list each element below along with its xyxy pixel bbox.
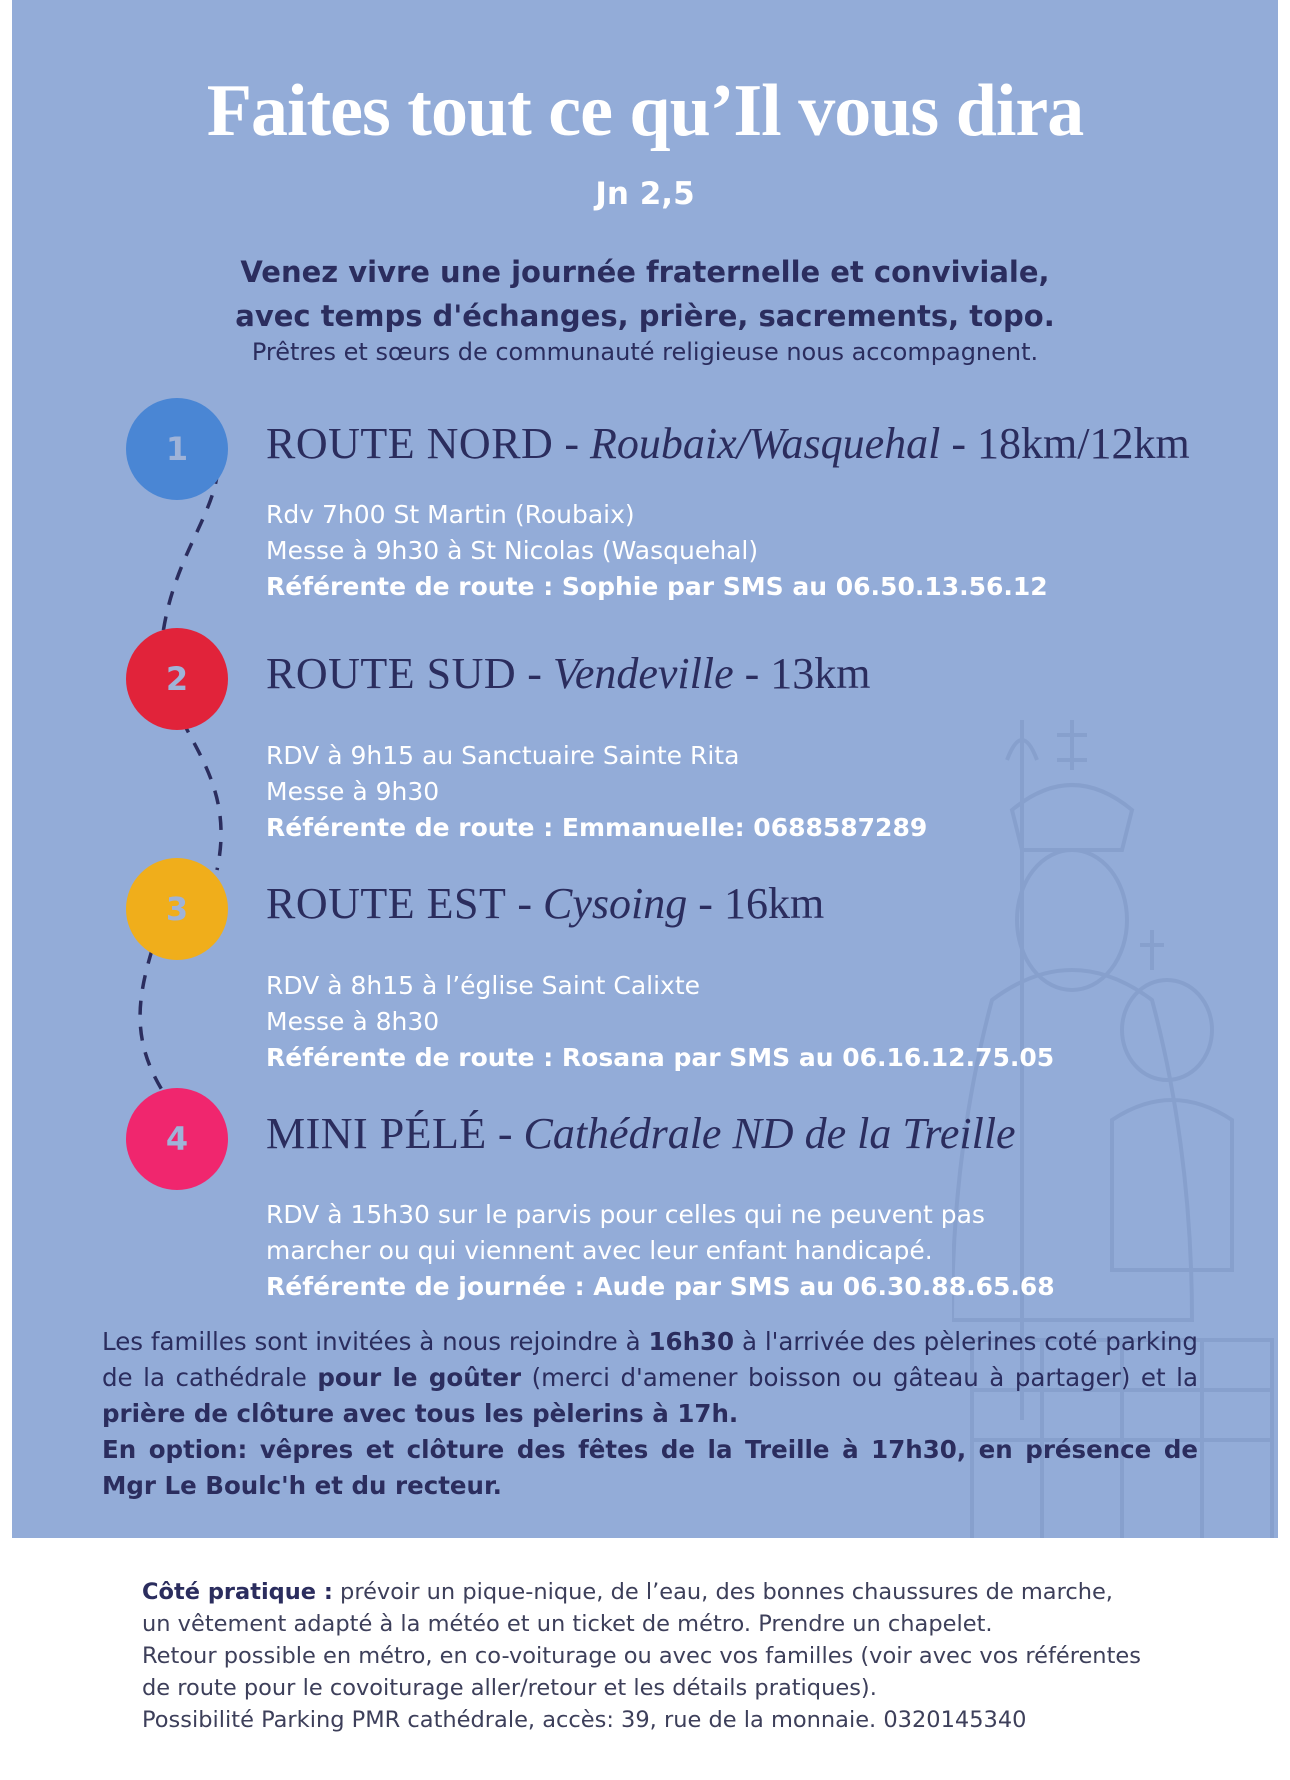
route-title-4: MINI PÉLÉ - Cathédrale ND de la Treille <box>266 1109 1016 1158</box>
route-number-2: 2 <box>126 628 228 730</box>
route-title-3: ROUTE EST - Cysoing - 16km <box>266 879 825 928</box>
route-name: ROUTE NORD <box>266 419 554 468</box>
route-distance: 18km/12km <box>977 419 1190 468</box>
route-mass: Messe à 9h30 <box>266 777 440 806</box>
practical-info: Côté pratique : prévoir un pique-nique, de l’eau, des bonnes chaussures de marche, un vêtement adapté à la météo et un ticket de métro. Prendre un chapelet. Retour possible en métro, en co-voiturage ou avec vos familles (voir avec vos référentes de route pour le covoiturage aller/retour et les détails pratiques). Possibilité Parking PMR cathédrale, accès: 39, rue de la monnaie. 0320145340 <box>142 1579 1141 1733</box>
route-title-1: ROUTE NORD - Roubaix/Wasquehal - 18km/12km <box>266 419 1190 468</box>
route-name: ROUTE EST <box>266 879 507 928</box>
flyer-panel <box>12 0 1278 1538</box>
route-details-1 <box>266 497 1048 605</box>
route-distance: 13km <box>770 649 871 698</box>
route-name: ROUTE SUD <box>266 649 517 698</box>
route-name: MINI PÉLÉ <box>266 1109 487 1158</box>
route-place: Vendeville <box>552 649 734 698</box>
practical-label: Côté pratique : <box>142 1579 333 1605</box>
route-meeting-cont: marcher ou qui viennent avec leur enfant handicapé. <box>266 1236 933 1265</box>
intro-subtitle: Prêtres et sœurs de communauté religieuse nous accompagnent. <box>251 338 1039 366</box>
route-place: Roubaix/Wasquehal <box>589 419 941 468</box>
route-mass: Messe à 9h30 à St Nicolas (Wasquehal) <box>266 536 759 565</box>
route-place: Cysoing <box>543 879 688 928</box>
route-meeting: RDV à 9h15 au Sanctuaire Sainte Rita <box>266 741 740 770</box>
route-details-4 <box>266 1197 1055 1305</box>
route-contact: Référente de journée : Aude par SMS au 06.30.88.65.68 <box>266 1272 1055 1301</box>
page-title: Faites tout ce qu’Il vous dira <box>206 70 1084 152</box>
families-paragraph: Les familles sont invitées à nous rejoindre à 16h30 à l'arrivée des pèlerines coté parking de la cathédrale pour le goûter (merci d'amener boisson ou gâteau à partager) et la prière de clôture avec tous les pèlerins à 17h. En option: vêpres et clôture des fêtes de la Treille à 17h30, en présence de Mgr Le Boulc'h et du recteur. <box>102 1327 1198 1500</box>
route-meeting: RDV à 8h15 à l’église Saint Calixte <box>266 971 701 1000</box>
route-number-4: 4 <box>126 1088 228 1190</box>
route-contact: Référente de route : Sophie par SMS au 06.50.13.56.12 <box>266 572 1048 601</box>
route-meeting: Rdv 7h00 St Martin (Roubaix) <box>266 500 635 529</box>
option-note: En option: vêpres et clôture des fêtes de la Treille à 17h30, en présence de Mgr Le Boulc'h et du recteur. <box>102 1435 1198 1500</box>
route-place: Cathédrale ND de la Treille <box>523 1109 1016 1158</box>
route-title-2: ROUTE SUD - Vendeville - 13km <box>266 649 871 698</box>
route-contact: Référente de route : Rosana par SMS au 06.16.12.75.05 <box>266 1043 1055 1072</box>
route-mass: Messe à 8h30 <box>266 1007 440 1036</box>
route-details-2 <box>266 738 927 846</box>
route-meeting: RDV à 15h30 sur le parvis pour celles qui ne peuvent pas <box>266 1200 985 1229</box>
route-distance: 16km <box>723 879 825 928</box>
bible-reference: Jn 2,5 <box>595 176 695 212</box>
intro-line-1: Venez vivre une journée fraternelle et conviviale, <box>240 255 1050 289</box>
route-contact: Référente de route : Emmanuelle: 0688587289 <box>266 813 928 842</box>
route-number-1: 1 <box>126 398 228 500</box>
route-number-3: 3 <box>126 858 228 960</box>
route-details-3 <box>266 968 1054 1076</box>
intro-line-2: avec temps d'échanges, prière, sacrements, topo. <box>235 299 1055 333</box>
